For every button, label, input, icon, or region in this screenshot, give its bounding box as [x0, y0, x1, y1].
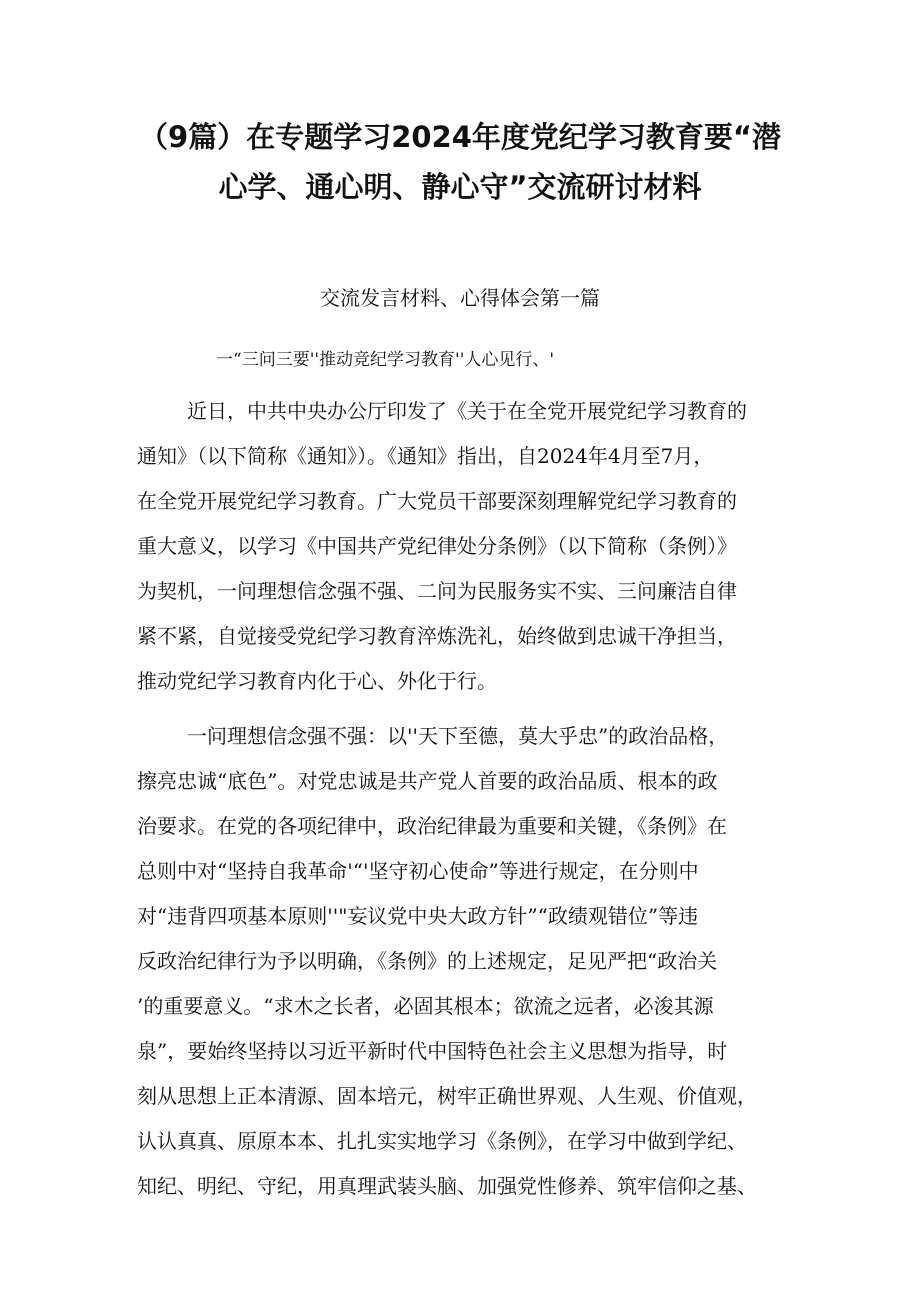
paragraph-line: 刻从思想上正本清源、固本培元，树牢正确世界观、人生观、价值观， — [137, 1084, 757, 1108]
paragraph-line: 推动党纪学习教育内化于心、外化于行。 — [137, 669, 497, 693]
paragraph-line: 对“违背四项基本原则''"妄议党中央大政方针”“政绩观错位”等违 — [137, 904, 699, 928]
paragraph-line: 重大意义，以学习《中国共产党纪律处分条例》（以下简称（条例）》 — [137, 534, 737, 558]
paragraph-2 — [137, 714, 797, 1209]
paragraph-line: 擦亮忠诚“底色”。对党忠诚是共产党人首要的政治品质、根本的政 — [137, 769, 718, 793]
paragraph-line: 近日，中共中央办公厅印发了《关于在全党开展党纪学习教育的 — [187, 399, 747, 423]
paragraph-line: 紧不紧，自觉接受党纪学习教育淬炼洗礼，始终做到忠诚干净担当， — [137, 624, 737, 648]
paragraph-1 — [137, 389, 797, 704]
paragraph-line: ’的重要意义。“求木之长者，必固其根本；欲流之远者，必浚其源 — [137, 994, 714, 1018]
paragraph-line: 通知》（以下简称《通知》）。《通知》指出，自2024年4月至7月， — [137, 444, 714, 468]
section-subtitle: 交流发言材料、心得体会第一篇 — [320, 286, 600, 310]
paragraph-line: 反政治纪律行为予以明确，《条例》的上述规定，足见严把“政治关 — [137, 949, 718, 973]
paragraph-line: 总则中对“坚持自我革命'“'坚守初心使命”等进行规定，在分则中 — [137, 859, 699, 883]
paragraph-line: 知纪、明纪、守纪，用真理武装头脑、加强党性修养、筑牢信仰之基、 — [137, 1174, 757, 1198]
paragraph-line: 治要求。在党的各项纪律中，政治纪律最为重要和关键，《条例》在 — [137, 814, 727, 838]
paragraph-line: 认认真真、原原本本、扎扎实实地学习《条例》，在学习中做到学纪、 — [137, 1129, 747, 1153]
document-title-line-1: （9篇）在专题学习2024年度党纪学习教育要“潜 — [139, 120, 781, 154]
paragraph-line: 在全党开展党纪学习教育。广大党员干部要深刻理解党纪学习教育的 — [137, 489, 737, 513]
paragraph-line: 为契机，一问理想信念强不强、二问为民服务实不实、三问廉洁自律 — [137, 579, 737, 603]
section-heading: 一“三问三要''推动竞纪学习教育''人心见行、' — [216, 350, 555, 370]
paragraph-line: 泉”，要始终坚持以习近平新时代中国特色社会主义思想为指导，时 — [137, 1039, 728, 1063]
paragraph-line: 一问理想信念强不强：以''天下至德，莫大乎忠”的政治品格， — [187, 724, 729, 748]
document-title-line-2: 心学、通心明、静心守”交流研讨材料 — [218, 170, 702, 204]
